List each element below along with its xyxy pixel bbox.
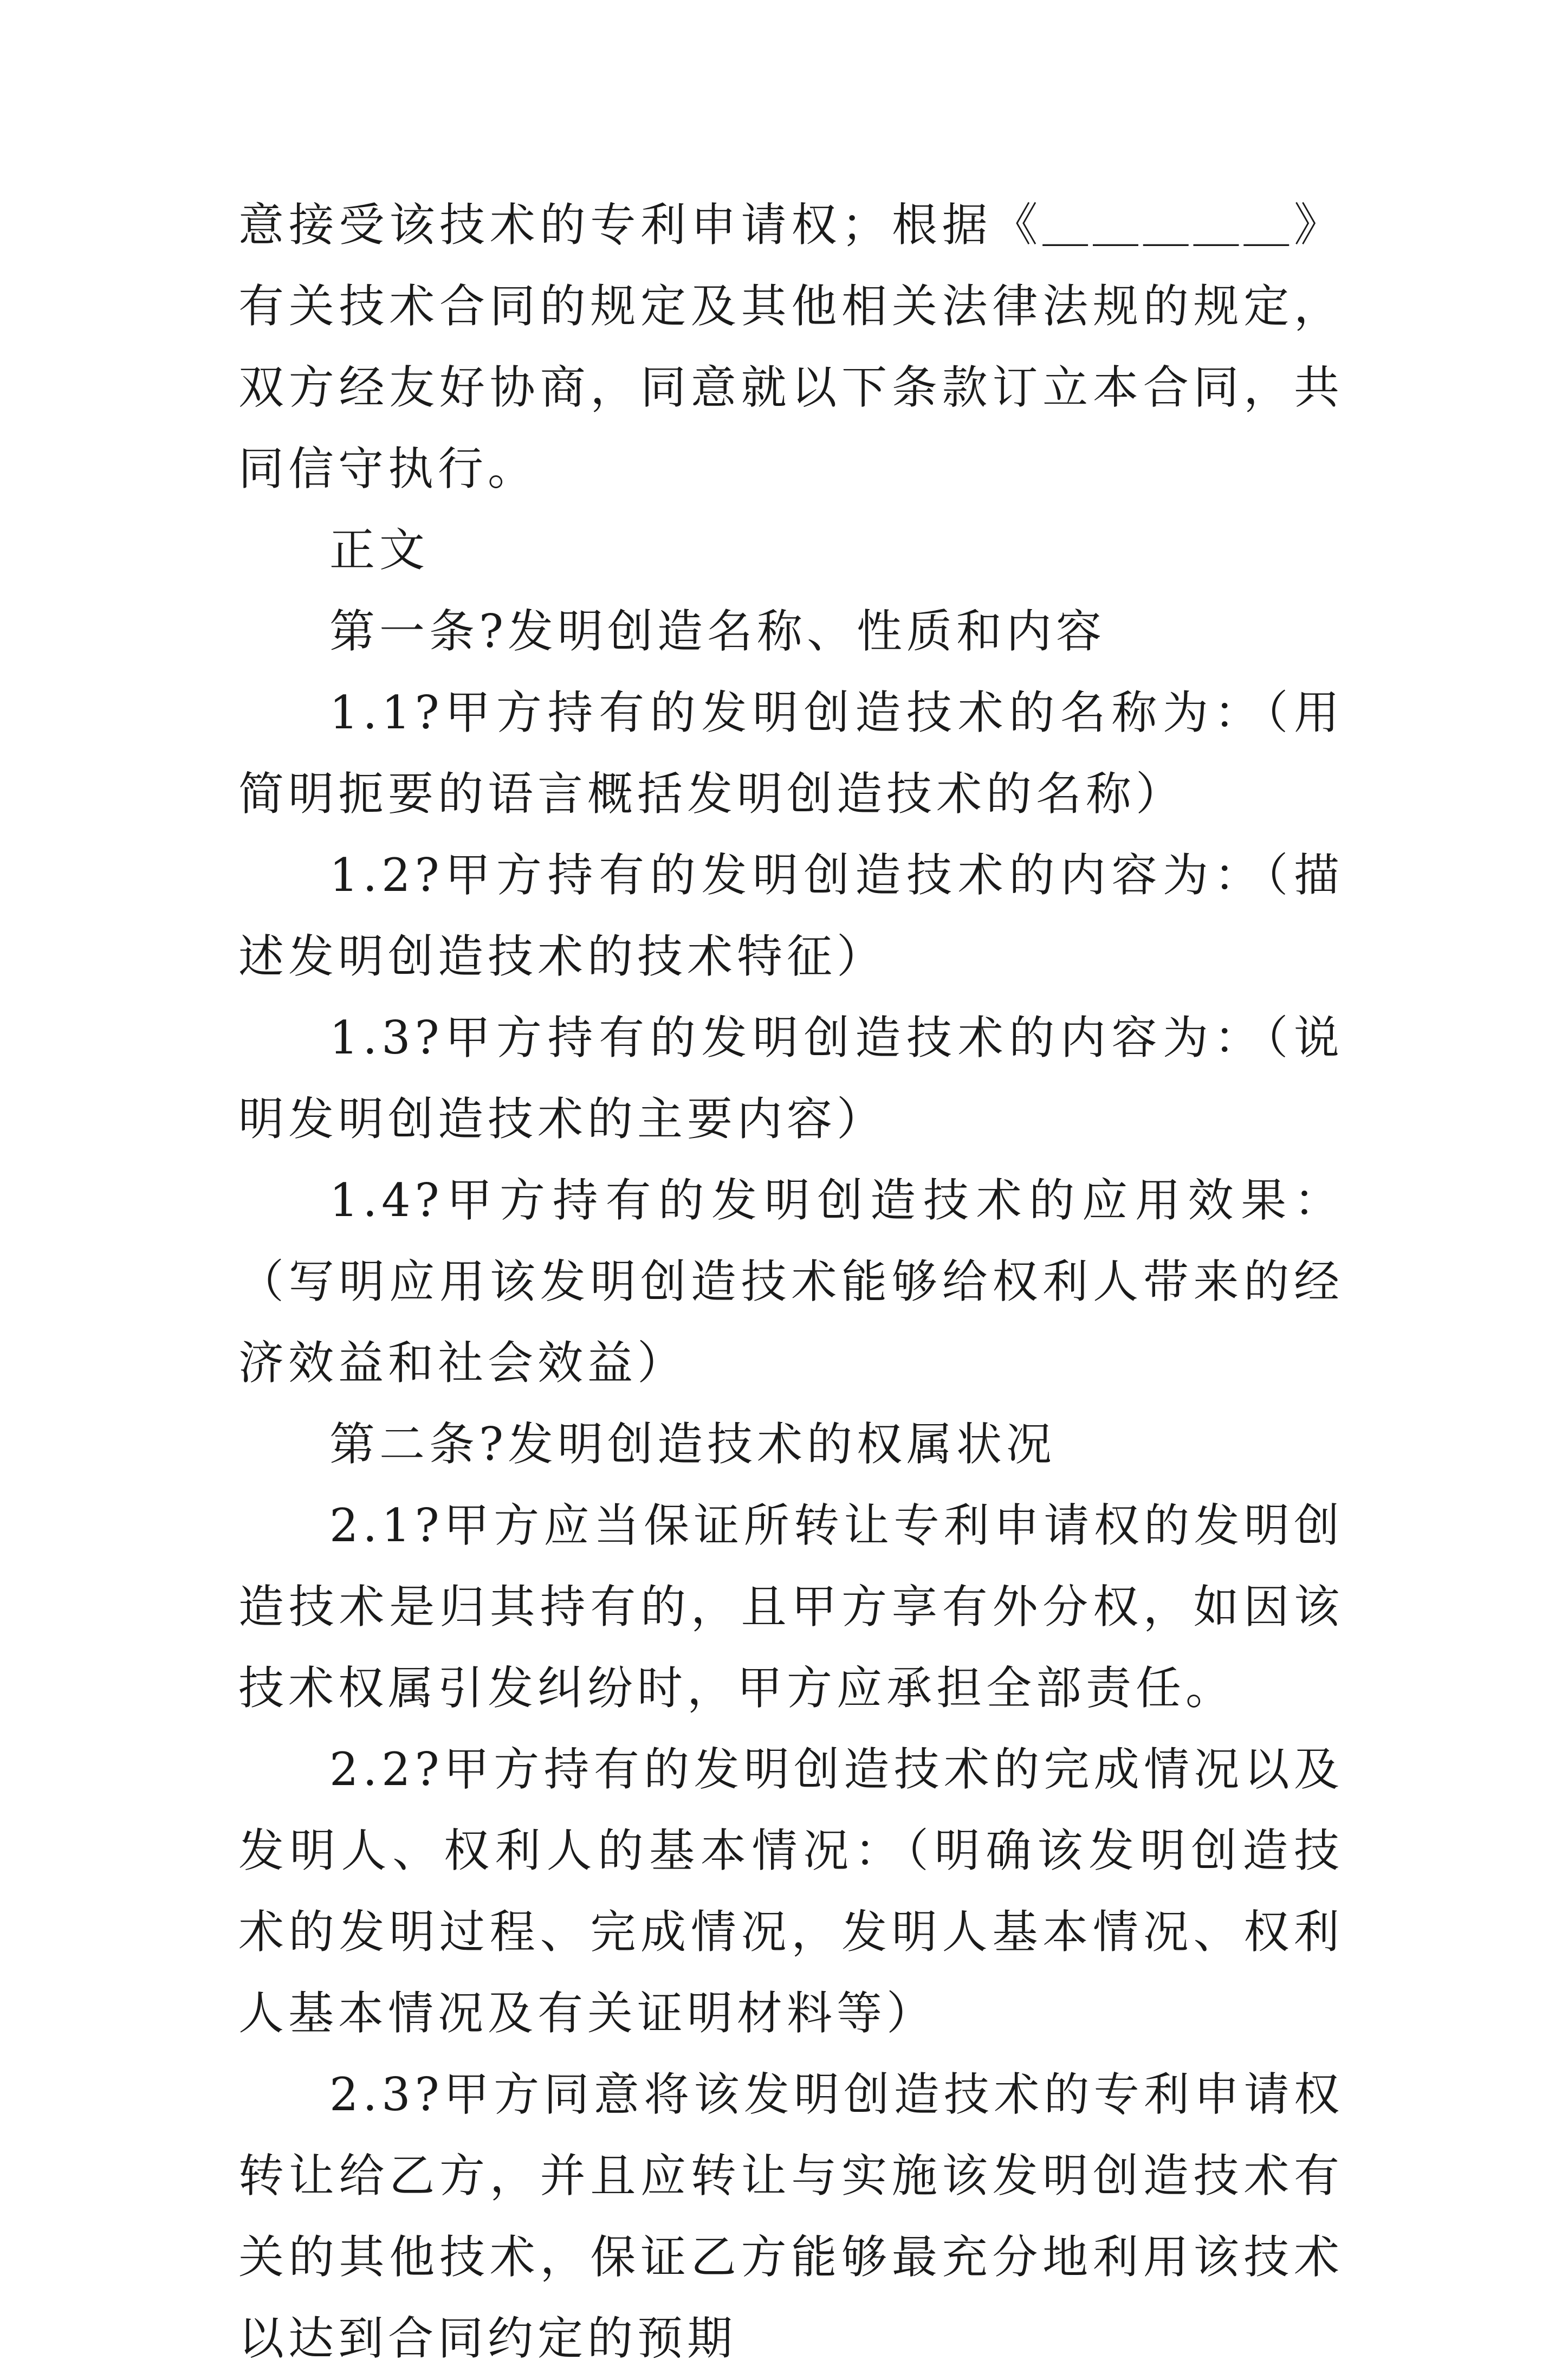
heading-body: 正文 bbox=[329, 523, 430, 577]
clause-2-3: 2.3?甲方同意将该发明创造技术的专利申请权转让给乙方，并且应转让与实施该发明创造技术有关的其他技术，保证乙方能够最充分地利用该技术以达到合同约定的预期 bbox=[238, 2068, 1344, 2365]
clause-1-4: 1.4?甲方持有的发明创造技术的应用效果：（写明应用该发明创造技术能够给权利人带来的经济效益和社会效益） bbox=[238, 1174, 1344, 1389]
clause-2-2: 2.2?甲方持有的发明创造技术的完成情况以及发明人、权利人的基本情况：（明确该发明创造技术的发明过程、完成情况，发明人基本情况、权利人基本情况及有关证明材料等） bbox=[238, 1743, 1344, 2040]
clause-1-2: 1.2?甲方持有的发明创造技术的内容为：（描述发明创造技术的技术特征） bbox=[238, 849, 1344, 983]
clause-1-1: 1.1?甲方持有的发明创造技术的名称为：（用简明扼要的语言概括发明创造技术的名称） bbox=[238, 686, 1344, 820]
article-2-heading: 第二条?发明创造技术的权属状况 bbox=[329, 1418, 1057, 1471]
clause-2-1: 2.1?甲方应当保证所转让专利申请权的发明创造技术是归其持有的，且甲方享有外分权，如因该技术权属引发纠纷时，甲方应承担全部责任。 bbox=[238, 1499, 1344, 1715]
paragraph-preamble: 意接受该技术的专利申请权；根据《＿＿＿＿＿》有关技术合同的规定及其他相关法律法规的规定，双方经友好协商，同意就以下条款订立本合同，共同信守执行。 bbox=[238, 198, 1344, 495]
document-body bbox=[238, 184, 1344, 2379]
clause-1-3: 1.3?甲方持有的发明创造技术的内容为：（说明发明创造技术的主要内容） bbox=[238, 1011, 1344, 1146]
article-1-heading: 第一条?发明创造名称、性质和内容 bbox=[329, 605, 1106, 658]
